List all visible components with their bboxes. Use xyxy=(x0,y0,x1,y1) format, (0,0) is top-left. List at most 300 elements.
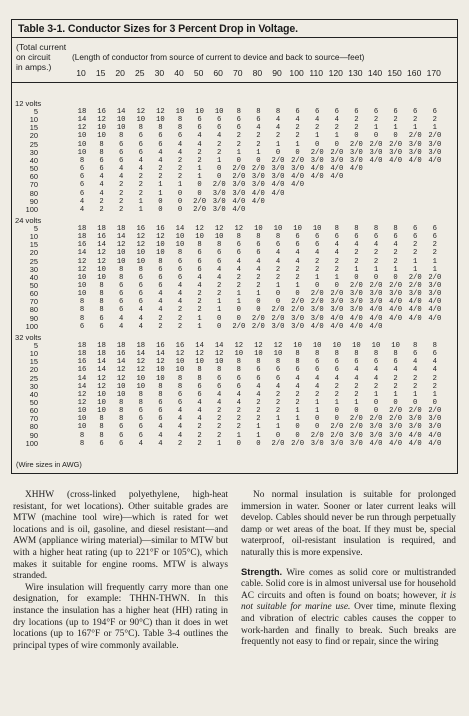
wire-size-cell: 6 xyxy=(119,423,124,432)
current-amps: 60 xyxy=(29,289,38,299)
wire-size-cell: 0 xyxy=(275,148,281,157)
wire-size-cell: 0 xyxy=(334,407,339,416)
length-column-header: 40 xyxy=(174,68,184,78)
wire-size-cell: 6 xyxy=(413,350,418,359)
wire-size-cell: 2/0 xyxy=(251,314,265,323)
wire-size-cell: 6 xyxy=(413,233,418,242)
wire-size-cell: 6 xyxy=(295,108,300,116)
wire-size-cell: 6 xyxy=(138,148,143,157)
length-column-header: 70 xyxy=(233,68,243,78)
wire-size-cell: 4 xyxy=(197,140,202,149)
length-column-header: 100 xyxy=(289,68,304,78)
wire-size-cell: 16 xyxy=(116,350,126,359)
wire-size-cell: 3/0 xyxy=(349,148,363,157)
table-row xyxy=(12,132,457,140)
wire-size-cell: 8 xyxy=(334,224,339,233)
wire-size-cell: 6 xyxy=(373,358,379,367)
table-row xyxy=(12,206,457,214)
wire-size-cell: 2 xyxy=(158,314,163,323)
wire-size-cell: 12 xyxy=(273,341,283,350)
wire-size-cell: 3/0 xyxy=(212,197,226,206)
current-amps: 60 xyxy=(29,406,38,416)
wire-size-cell: 8 xyxy=(119,415,124,424)
wire-size-cell: 8 xyxy=(119,265,124,274)
table-row xyxy=(12,274,457,282)
current-amps: 90 xyxy=(29,196,38,206)
wire-size-cell: 8 xyxy=(217,241,222,250)
table-row xyxy=(12,198,457,206)
table-row xyxy=(12,149,457,157)
wire-size-cell: 4/0 xyxy=(389,306,403,315)
wire-size-cell: 4 xyxy=(158,423,163,432)
wire-size-cell: 2 xyxy=(177,156,183,165)
wire-size-cell: 1 xyxy=(393,124,398,133)
wire-size-cell: 6 xyxy=(158,132,163,141)
wire-size-cell: 0 xyxy=(197,181,202,190)
wire-size-cell: 6 xyxy=(217,124,222,133)
wire-size-cell: 4/0 xyxy=(330,173,344,182)
wire-size-cell: 12 xyxy=(195,350,204,359)
wire-size-cell: 1 xyxy=(275,415,281,424)
current-amps: 40 xyxy=(29,272,38,282)
wire-size-cell: 0 xyxy=(373,132,379,141)
current-amps: 80 xyxy=(29,422,38,432)
wire-size-cell: 2 xyxy=(373,116,379,125)
wire-size-cell: 4 xyxy=(177,298,183,307)
wire-size-cell: 2 xyxy=(158,165,163,174)
wire-size-cell: 6 xyxy=(432,224,437,233)
wire-size-cell: 4 xyxy=(295,374,300,383)
wire-size-cell: 4 xyxy=(256,382,261,391)
wire-size-cell: 2 xyxy=(197,298,202,307)
wire-size-cell: 2/0 xyxy=(271,156,285,165)
wire-size-cell: 4 xyxy=(295,116,300,125)
wire-size-cell: 3/0 xyxy=(408,140,422,149)
wire-size-cell: 4/0 xyxy=(291,181,305,190)
wire-size-cell: 2 xyxy=(334,382,339,391)
current-amps: 15 xyxy=(29,240,38,250)
current-header-line: (Total current xyxy=(16,42,67,52)
current-header-line: in amps.) xyxy=(16,62,52,72)
table-row xyxy=(12,225,457,233)
wire-size-cell: 1 xyxy=(393,265,398,274)
wire-size-cell: 10 xyxy=(77,273,87,282)
wire-size-cell: 2/0 xyxy=(251,165,265,174)
wire-size-cell: 2/0 xyxy=(389,140,403,149)
wire-size-cell: 2 xyxy=(256,132,261,141)
wire-size-cell: 10 xyxy=(136,116,146,125)
wire-size-cell: 1 xyxy=(315,407,320,416)
wire-size-cell: 10 xyxy=(156,249,165,258)
wire-size-cell: 18 xyxy=(77,233,87,242)
wire-size-cell: 4 xyxy=(275,257,281,266)
current-amps: 80 xyxy=(29,188,38,198)
wire-size-cell: 6 xyxy=(138,298,143,307)
wire-size-cell: 2 xyxy=(275,390,281,399)
wire-size-cell: 8 xyxy=(79,314,85,323)
wire-size-cell: 4 xyxy=(138,314,143,323)
wire-size-cell: 0 xyxy=(334,282,339,290)
wire-size-cell: 4/0 xyxy=(232,197,246,206)
wire-size-cell: 2/0 xyxy=(428,132,442,141)
wire-size-cell: 12 xyxy=(77,390,87,399)
wire-size-cell: 3/0 xyxy=(271,322,285,331)
wire-size-cell: 6 xyxy=(158,415,163,424)
length-column-header: 120 xyxy=(328,68,343,78)
wire-size-cell: 6 xyxy=(177,273,183,282)
wire-size-cell: 6 xyxy=(197,249,202,258)
wire-size-cell: 2 xyxy=(393,257,398,266)
wire-size-cell: 6 xyxy=(217,374,222,383)
wire-size-cell: 3/0 xyxy=(310,156,324,165)
wire-size-cell: 4 xyxy=(99,173,104,182)
wire-size-cell: 8 xyxy=(119,398,124,407)
wire-size-cell: 4/0 xyxy=(251,189,265,198)
length-column-header: 25 xyxy=(135,68,145,78)
wire-size-cell: 4 xyxy=(295,249,300,258)
wire-size-cell: 4 xyxy=(197,132,202,141)
length-column-header: 30 xyxy=(154,68,165,78)
wire-size-cell: 1 xyxy=(275,282,281,290)
wire-size-cell: 18 xyxy=(97,341,106,350)
wire-size-cell: 4 xyxy=(177,148,183,157)
wire-size-cell: 2/0 xyxy=(389,282,403,290)
wire-size-cell: 0 xyxy=(236,314,241,323)
table-row xyxy=(12,282,457,290)
wire-size-cell: 2 xyxy=(354,249,359,258)
wire-size-cell: 2 xyxy=(334,257,339,266)
current-amps: 25 xyxy=(29,256,38,266)
wire-size-cell: 1 xyxy=(256,423,261,432)
wire-size-cell: 3/0 xyxy=(212,205,226,214)
wire-size-cell: 4 xyxy=(99,189,104,198)
wire-size-cell: 6 xyxy=(413,224,418,233)
wire-size-cell: 6 xyxy=(197,265,202,274)
wire-size-cell: 2 xyxy=(393,382,398,391)
wire-size-cell: 6 xyxy=(79,173,85,182)
wire-size-cell: 4 xyxy=(158,431,163,440)
current-amps: 15 xyxy=(29,123,38,133)
wire-size-cell: 1 xyxy=(432,390,437,399)
wire-size-cell: 4/0 xyxy=(330,314,344,323)
wire-size-cell: 2 xyxy=(197,423,202,432)
wire-size-cell: 6 xyxy=(119,156,124,165)
wire-size-cell: 3/0 xyxy=(330,298,344,307)
wire-size-cell: 10 xyxy=(391,341,400,350)
wire-size-cell: 6 xyxy=(236,382,241,391)
wire-size-cell: 2/0 xyxy=(349,282,363,290)
length-column-header: 150 xyxy=(387,68,402,78)
wire-size-cell: 3/0 xyxy=(369,423,383,432)
wire-size-cell: 10 xyxy=(293,224,302,233)
wire-size-cell: 18 xyxy=(97,224,106,233)
wire-size-cell: 3/0 xyxy=(251,173,265,182)
wire-size-cell: 6 xyxy=(99,165,104,174)
wire-size-cell: 2 xyxy=(138,181,143,190)
wire-size-cell: 6 xyxy=(119,298,124,307)
wire-size-cell: 4 xyxy=(217,390,222,399)
wire-size-cell: 2 xyxy=(197,306,202,315)
table-footnote: (Wire sizes in AWG) xyxy=(16,460,82,469)
wire-size-cell: 2 xyxy=(177,322,183,331)
table-row xyxy=(12,298,457,306)
wire-size-cell: 4 xyxy=(197,407,202,416)
table-row xyxy=(12,266,457,274)
wire-size-cell: 4/0 xyxy=(408,314,422,323)
wire-size-cell: 3/0 xyxy=(428,140,442,149)
wire-size-cell: 1 xyxy=(413,390,418,399)
wire-size-cell: 4 xyxy=(334,374,339,383)
wire-size-cell: 3/0 xyxy=(271,165,285,174)
wire-size-cell: 4/0 xyxy=(408,306,422,315)
wire-size-cell: 6 xyxy=(79,165,85,174)
wire-size-cell: 2/0 xyxy=(193,197,207,206)
wire-size-cell: 3/0 xyxy=(251,181,265,190)
wire-size-cell: 12 xyxy=(77,257,87,266)
voltage-section-label: 12 volts xyxy=(15,99,42,108)
current-amps: 30 xyxy=(29,147,38,157)
wire-size-cell: 2 xyxy=(275,273,281,282)
wire-size-cell: 2 xyxy=(236,132,241,141)
wire-size-cell: 4 xyxy=(354,374,359,383)
wire-size-cell: 0 xyxy=(177,205,183,214)
wire-size-cell: 2 xyxy=(217,140,222,149)
wire-size-cell: 4/0 xyxy=(428,156,442,165)
wire-size-cell: 2/0 xyxy=(330,290,344,299)
wire-size-cell: 1 xyxy=(138,205,143,214)
wire-size-cell: 4 xyxy=(138,165,143,174)
wire-size-cell: 2/0 xyxy=(408,273,422,282)
wire-size-cell: 3/0 xyxy=(232,181,246,190)
wire-size-cell: 6 xyxy=(256,366,261,375)
wire-size-cell: 8 xyxy=(413,341,418,350)
wire-size-cell: 6 xyxy=(158,273,163,282)
wire-size-cell: 8 xyxy=(99,306,104,315)
wire-size-cell: 14 xyxy=(97,366,106,375)
wire-size-cell: 8 xyxy=(119,273,124,282)
wire-size-cell: 12 xyxy=(116,374,126,383)
current-amps: 10 xyxy=(29,349,38,359)
current-amps: 10 xyxy=(29,232,38,242)
paragraph xyxy=(13,490,228,583)
xhhw-term: XHHW xyxy=(25,490,54,500)
wire-size-cell: 2 xyxy=(197,156,202,165)
wire-size-cell: 8 xyxy=(99,148,104,157)
wire-size-cell: 8 xyxy=(295,350,300,359)
wire-size-cell: 0 xyxy=(217,165,222,174)
wire-size-cell: 10 xyxy=(273,224,283,233)
wire-size-cell: 6 xyxy=(413,108,418,116)
table-row xyxy=(12,108,457,116)
wire-size-cell: 18 xyxy=(116,224,126,233)
wire-size-cell: 10 xyxy=(77,407,87,416)
wire-size-cell: 8 xyxy=(79,431,85,440)
wire-size-cell: 3/0 xyxy=(428,290,442,299)
wire-size-cell: 1 xyxy=(197,165,202,174)
wire-size-cell: 8 xyxy=(79,439,85,448)
wire-size-cell: 4/0 xyxy=(310,165,324,174)
paragraph-text: Wire comes as solid core or multistranded cable. Solid core is in almost universal use for household AC circuits and often is found on boats; however, xyxy=(241,567,456,601)
table-row xyxy=(12,290,457,298)
wire-size-cell: 4 xyxy=(158,439,163,448)
wire-size-cell: 4 xyxy=(217,398,222,407)
wire-size-cell: 10 xyxy=(175,108,185,116)
wire-size-cell: 3/0 xyxy=(330,156,344,165)
wire-size-cell: 0 xyxy=(432,398,437,407)
wire-size-cell: 2 xyxy=(354,124,359,133)
wire-size-cell: 10 xyxy=(77,423,87,432)
wire-size-cell: 4/0 xyxy=(408,431,422,440)
wire-size-cell: 16 xyxy=(136,224,146,233)
wire-size-cell: 0 xyxy=(217,173,222,182)
wire-size-cell: 6 xyxy=(334,366,339,375)
wire-size-cell: 1 xyxy=(217,439,222,448)
wire-size-cell: 10 xyxy=(136,249,146,258)
wire-size-cell: 1 xyxy=(236,148,241,157)
wire-size-cell: 2/0 xyxy=(369,140,383,149)
table-row xyxy=(12,181,457,189)
wire-size-cell: 12 xyxy=(97,382,106,391)
wire-size-cell: 12 xyxy=(77,265,87,274)
wire-size-cell: 10 xyxy=(214,108,224,116)
wire-size-cell: 4 xyxy=(432,366,437,375)
wire-size-cell: 2 xyxy=(217,423,222,432)
wire-size-cell: 4 xyxy=(217,132,222,141)
wire-size-cell: 10 xyxy=(77,148,87,157)
wire-size-cell: 0 xyxy=(177,189,183,198)
wire-size-cell: 8 xyxy=(275,233,281,242)
wire-size-cell: 6 xyxy=(197,390,202,399)
wire-size-cell: 4/0 xyxy=(428,298,442,307)
wire-size-cell: 8 xyxy=(119,132,124,141)
wire-size-cell: 3/0 xyxy=(369,431,383,440)
current-amps: 20 xyxy=(29,365,38,375)
wire-size-cell: 1 xyxy=(236,290,241,299)
wire-size-cell: 0 xyxy=(236,306,241,315)
wire-size-cell: 2 xyxy=(177,306,183,315)
wire-size-cell: 4 xyxy=(177,290,183,299)
wire-size-cell: 2 xyxy=(197,431,202,440)
wire-size-cell: 10 xyxy=(234,350,244,359)
wire-size-cell: 3/0 xyxy=(408,290,422,299)
current-amps: 50 xyxy=(29,281,38,290)
wire-size-cell: 10 xyxy=(116,257,126,266)
wire-size-cell: 2 xyxy=(373,257,379,266)
wire-size-cell: 3/0 xyxy=(271,173,285,182)
wire-size-cell: 1 xyxy=(256,290,261,299)
wire-size-cell: 2/0 xyxy=(369,415,383,424)
wire-size-cell: 0 xyxy=(295,423,300,432)
wire-size-cell: 8 xyxy=(354,224,359,233)
wire-size-cell: 4/0 xyxy=(349,322,363,331)
wire-size-cell: 0 xyxy=(315,423,320,432)
wire-size-cell: 3/0 xyxy=(389,148,403,157)
wire-size-cell: 4 xyxy=(138,306,143,315)
wire-size-cell: 4 xyxy=(236,398,241,407)
wire-size-cell: 10 xyxy=(293,341,302,350)
length-column-header: 110 xyxy=(309,68,324,78)
wire-size-cell: 1 xyxy=(295,407,300,416)
wire-size-cell: 2 xyxy=(373,382,379,391)
wire-size-cell: 4/0 xyxy=(369,306,383,315)
table-row xyxy=(12,399,457,407)
paragraph: Wire insulation will frequently carry more than one designation, for example: THHN-THWN. In this instance the insulation has a higher heat (HH) rating in dry locations (up to 194°F or 90°C) than it does in wet locations (up to 167°F or 75°C). Table 3-4 outlines the principal types of wire commonly available. xyxy=(13,582,228,651)
wire-size-cell: 1 xyxy=(295,140,300,149)
wire-size-cell: 1 xyxy=(177,181,183,190)
wire-size-cell: 8 xyxy=(315,350,320,359)
table-row xyxy=(12,116,457,124)
table-row xyxy=(12,124,457,132)
wire-size-cell: 1 xyxy=(197,173,202,182)
length-column-header: 170 xyxy=(426,68,441,78)
wire-size-cell: 18 xyxy=(97,350,106,359)
wire-size-cell: 0 xyxy=(334,415,339,424)
wire-size-cell: 2 xyxy=(315,265,320,274)
wire-size-cell: 0 xyxy=(275,290,281,299)
wire-size-cell: 6 xyxy=(197,382,202,391)
wire-size-cell: 6 xyxy=(315,233,320,242)
wire-size-cell: 4 xyxy=(413,358,418,367)
wire-size-cell: 4 xyxy=(373,366,379,375)
wire-size-cell: 1 xyxy=(315,398,320,407)
wire-size-cell: 8 xyxy=(177,382,183,391)
wire-size-cell: 10 xyxy=(175,233,185,242)
wire-size-cell: 6 xyxy=(119,148,124,157)
wire-size-cell: 2 xyxy=(432,241,437,250)
wire-size-cell: 10 xyxy=(214,358,224,367)
wire-size-cell: 2/0 xyxy=(428,273,442,282)
table-row xyxy=(12,350,457,358)
table-row xyxy=(12,249,457,257)
wire-size-cell: 14 xyxy=(116,108,126,116)
wire-size-cell: 4 xyxy=(295,257,300,266)
wire-size-cell: 10 xyxy=(156,374,165,383)
table-row xyxy=(12,173,457,181)
length-column-header: 15 xyxy=(95,68,106,78)
wire-size-cell: 6 xyxy=(295,241,300,250)
wire-size-cell: 3/0 xyxy=(291,165,305,174)
wire-size-cell: 2 xyxy=(315,390,320,399)
wire-size-cell: 2 xyxy=(236,407,241,416)
current-amps: 30 xyxy=(29,381,38,391)
wire-size-cell: 12 xyxy=(156,108,165,116)
table-row xyxy=(12,157,457,165)
wire-size-cell: 6 xyxy=(373,108,379,116)
wire-size-cell: 2 xyxy=(413,241,418,250)
table-row xyxy=(12,383,457,391)
wire-size-cell: 16 xyxy=(156,341,165,350)
wire-size-cell: 4 xyxy=(138,156,143,165)
wire-size-cell: 2 xyxy=(177,314,183,323)
wire-size-cell: 6 xyxy=(236,249,241,258)
wire-size-cell: 3/0 xyxy=(369,148,383,157)
wire-size-cell: 4 xyxy=(393,241,398,250)
wire-size-cell: 6 xyxy=(99,156,104,165)
wire-size-cell: 14 xyxy=(156,350,165,359)
wire-size-cell: 6 xyxy=(334,233,339,242)
length-column-header: 160 xyxy=(407,68,422,78)
wire-size-cell: 10 xyxy=(254,350,263,359)
wire-size-cell: 8 xyxy=(177,374,183,383)
wire-size-cell: 0 xyxy=(334,140,339,149)
wire-size-cell: 10 xyxy=(77,290,87,299)
wire-size-cell: 4 xyxy=(158,306,163,315)
wire-size-cell: 4 xyxy=(393,366,398,375)
wire-size-cell: 3/0 xyxy=(349,290,363,299)
conductor-size-table xyxy=(11,19,458,474)
wire-size-cell: 6 xyxy=(138,132,143,141)
wire-size-cell: 6 xyxy=(119,439,124,448)
